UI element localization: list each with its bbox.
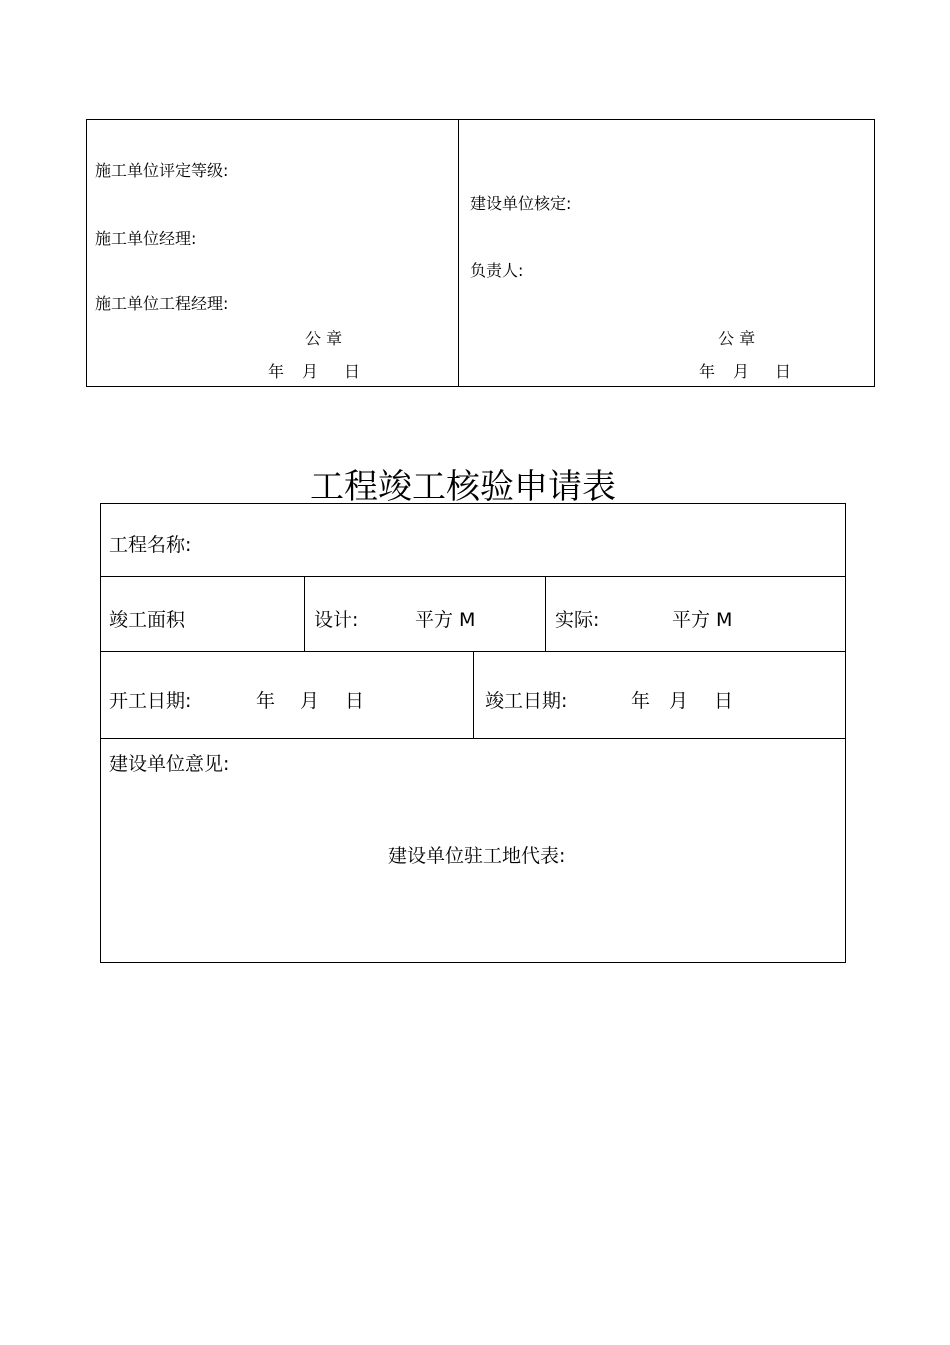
signature-table-divider xyxy=(458,119,459,387)
row-divider-1 xyxy=(100,576,846,577)
site-representative-label: 建设单位驻工地代表: xyxy=(388,845,566,867)
contractor-project-manager-label: 施工单位工程经理: xyxy=(95,294,229,313)
design-area-label: 设计: xyxy=(314,609,359,631)
owner-verify-label: 建设单位核定: xyxy=(470,194,572,213)
contractor-grade-label: 施工单位评定等级: xyxy=(95,161,229,180)
contractor-manager-label: 施工单位经理: xyxy=(95,229,197,248)
design-area-unit: 平方 M xyxy=(415,609,476,631)
completion-date-month: 月 xyxy=(669,690,689,712)
contractor-date-month: 月 xyxy=(302,362,319,381)
area-col-divider-2 xyxy=(545,576,546,651)
owner-date-month: 月 xyxy=(733,362,750,381)
contractor-seal-label: 公 章 xyxy=(305,329,343,348)
completion-date-label: 竣工日期: xyxy=(485,690,568,712)
owner-date-day: 日 xyxy=(775,362,792,381)
completed-area-label: 竣工面积 xyxy=(109,609,186,631)
project-name-label: 工程名称: xyxy=(109,534,192,556)
contractor-date-day: 日 xyxy=(344,362,361,381)
owner-responsible-label: 负责人: xyxy=(470,261,524,280)
owner-date-year: 年 xyxy=(699,362,716,381)
start-date-year: 年 xyxy=(256,690,276,712)
actual-area-label: 实际: xyxy=(555,609,600,631)
start-date-month: 月 xyxy=(300,690,320,712)
row-divider-3 xyxy=(100,738,846,739)
start-date-label: 开工日期: xyxy=(109,690,192,712)
date-col-divider xyxy=(473,651,474,738)
contractor-date-year: 年 xyxy=(268,362,285,381)
start-date-day: 日 xyxy=(345,690,365,712)
form-title: 工程竣工核验申请表 xyxy=(310,467,616,507)
completion-date-year: 年 xyxy=(631,690,651,712)
area-col-divider-1 xyxy=(304,576,305,651)
completion-date-day: 日 xyxy=(714,690,734,712)
owner-seal-label: 公 章 xyxy=(718,329,756,348)
owner-opinion-label: 建设单位意见: xyxy=(109,753,230,775)
actual-area-unit: 平方 M xyxy=(672,609,733,631)
